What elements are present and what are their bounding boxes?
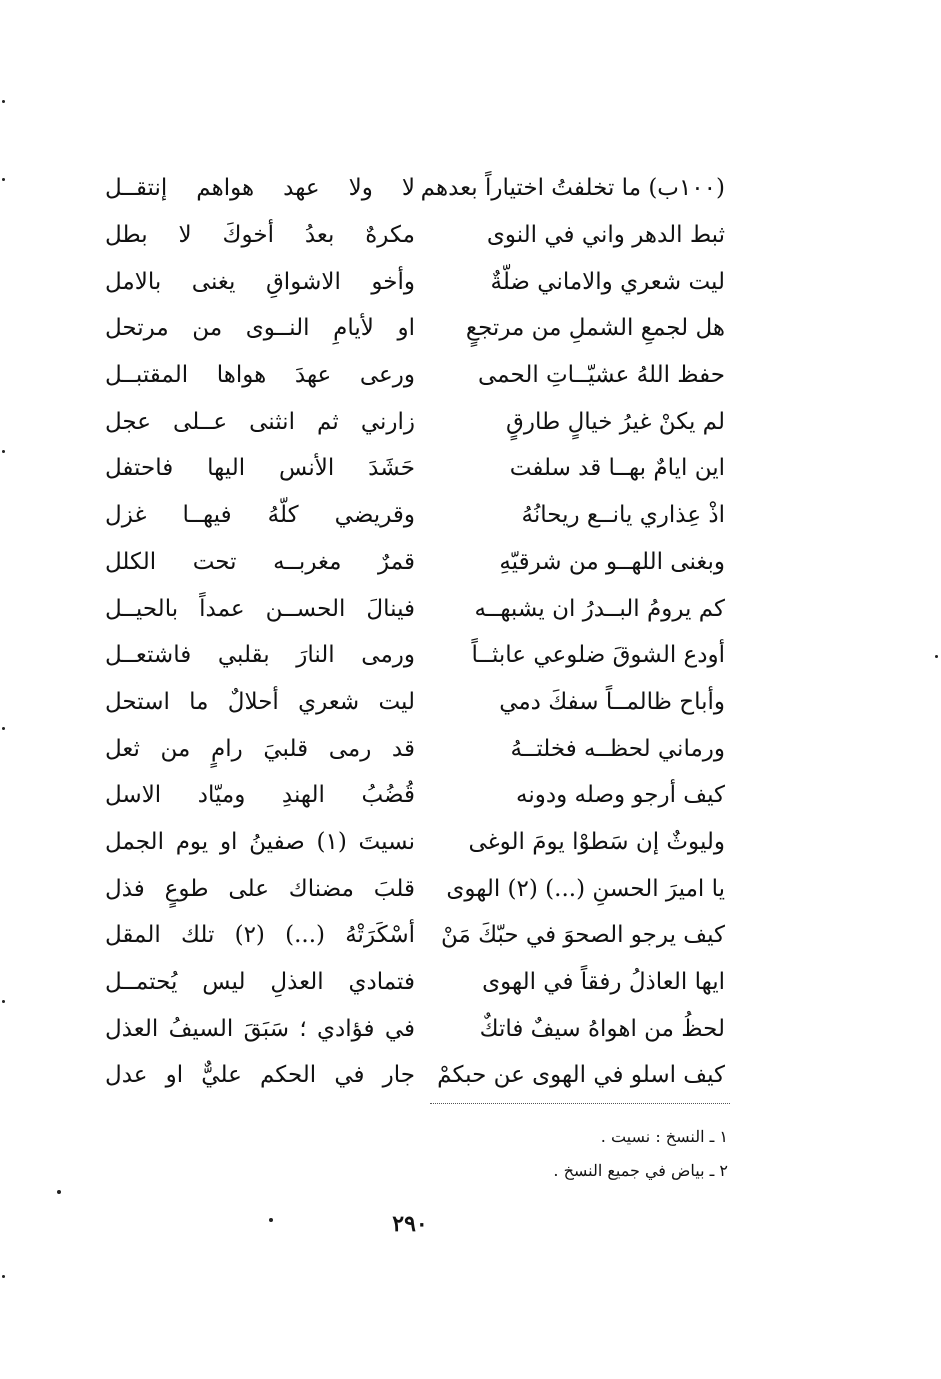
verse-row <box>95 352 735 399</box>
verse-second-hemistich: ورعى عهدَ هواها المقتبــل <box>105 362 415 389</box>
verse-first-hemistich: اذْ عِذاري يانــع ريحانُهُ <box>521 502 725 529</box>
verse-first-hemistich: ثبط الدهر واني في النوى <box>486 222 725 249</box>
verse-second-hemistich: في فؤادي ؛ سَبَقَ السيفُ العذل <box>105 1015 415 1042</box>
scan-speck <box>2 178 5 181</box>
footnotes <box>380 1120 728 1188</box>
verse-row <box>95 959 735 1006</box>
verse-row <box>95 212 735 259</box>
verse-first-hemistich: أودع الشوقَ ضلوعي عابثــاً <box>471 642 725 669</box>
verse-second-hemistich: زارني ثم انثنى عــلى عجل <box>105 408 415 435</box>
verse-second-hemistich: ليت شعري أحلالٌ ما استحل <box>105 688 415 715</box>
verse-row <box>95 865 735 912</box>
verse-first-hemistich: ليت شعري والاماني ضلّةٌ <box>490 268 725 295</box>
verse-first-hemistich: وليوثٌ إن سَطوْا يومَ الوغى <box>468 828 725 855</box>
verse-first-hemistich: يا اميرَ الحسنِ (...) (٢) الهوى <box>446 875 725 902</box>
poem-verses <box>95 165 735 1099</box>
verse-second-hemistich: جار في الحكم عليٌّ او عدل <box>105 1062 415 1089</box>
scan-speck <box>269 1218 273 1222</box>
verse-row <box>95 398 735 445</box>
verse-row <box>95 539 735 586</box>
verse-first-hemistich: هل لجمعِ الشملِ من مرتجعٍ <box>465 315 725 342</box>
verse-row <box>95 1005 735 1052</box>
verse-row <box>95 165 735 212</box>
verse-row <box>95 305 735 352</box>
verse-first-hemistich: ايها العاذلُ رفقاً في الهوى <box>482 969 725 996</box>
verse-first-hemistich: كيف أرجو وصله ودونه <box>516 782 725 809</box>
verse-second-hemistich: قد رمى قلبيَ رامٍ من ثعل <box>105 735 415 762</box>
scan-speck <box>2 1275 5 1278</box>
verse-first-hemistich: وبغنى اللهــو من شرقيّهِ <box>499 548 725 575</box>
verse-second-hemistich: فينالَ الحســن عمداً بالحيــل <box>105 595 415 622</box>
verse-row <box>95 1052 735 1099</box>
verse-second-hemistich: او لأيامِ النــوى من مرتحل <box>105 315 415 342</box>
verse-first-hemistich: اين ايامٌ بهــا قد سلفت <box>509 455 725 482</box>
verse-second-hemistich: قمرٌ مغربــه تحت الكلل <box>105 548 415 575</box>
verse-first-hemistich: كيف اسلو في الهوى عن حبكمْ <box>437 1062 725 1089</box>
verse-row <box>95 912 735 959</box>
scan-speck <box>2 100 5 103</box>
footnote-item: ٢ ـ بياض في جميع النسخ . <box>553 1161 728 1180</box>
verse-second-hemistich: قلبَ مضناك على طوعٍ فذل <box>105 875 415 902</box>
verse-second-hemistich: وقريضي كلّهُ فيهــا غزل <box>105 502 415 529</box>
scan-speck <box>2 1000 5 1003</box>
verse-row <box>95 819 735 866</box>
verse-row <box>95 445 735 492</box>
verse-row <box>95 632 735 679</box>
verse-second-hemistich: مكرهٌ بعدُ أخوكَ لا بطل <box>105 222 415 249</box>
scan-speck <box>2 727 5 730</box>
page-number: ٢٩٠ <box>392 1211 428 1237</box>
verse-second-hemistich: لا ولا عهد هواهم إنتقــل <box>105 175 415 202</box>
verse-second-hemistich: وأخو الاشواقِ يغنى بالامل <box>105 268 415 295</box>
verse-second-hemistich: أسْكَرَتْهُ (...) (٢) تلك المقل <box>105 922 415 949</box>
verse-second-hemistich: نسيتَ (١) صفينُ او يوم الجمل <box>105 828 415 855</box>
verse-first-hemistich: وأباح ظالمــاً سفكَ دمي <box>499 688 725 715</box>
verse-first-hemistich: لحظُ من اهواهُ سيفٌ فاتكٌ <box>479 1015 725 1042</box>
verse-first-hemistich: (١٠٠ب) ما تخلفتُ اختياراً بعدهم <box>420 175 725 202</box>
verse-second-hemistich: فتمادي العذلِ ليس يُحتمــل <box>105 969 415 996</box>
verse-row <box>95 772 735 819</box>
verse-first-hemistich: كيف يرجو الصحوَ في حبّكَ مَنْ <box>440 922 725 949</box>
verse-row <box>95 585 735 632</box>
verse-row <box>95 725 735 772</box>
verse-first-hemistich: لم يكنْ غيرُ خيالٍ طارقٍ <box>506 408 725 435</box>
footnote-item: ١ ـ النسخ : نسيت . <box>600 1127 728 1146</box>
verse-row <box>95 258 735 305</box>
verse-second-hemistich: حَشَدَ الأنس اليها فاحتفل <box>105 455 415 482</box>
verse-first-hemistich: ورماني لحظــه فخلتــهُ <box>510 735 725 762</box>
footnote-divider <box>430 1103 730 1104</box>
verse-row <box>95 492 735 539</box>
verse-first-hemistich: حفظ اللهُ عشيّــاتِ الحمى <box>478 362 725 389</box>
scan-speck <box>57 1190 61 1194</box>
scan-speck <box>935 655 938 658</box>
scan-speck <box>2 450 5 453</box>
verse-row <box>95 679 735 726</box>
verse-second-hemistich: قُضُبُ الهندِ وميّاد الاسل <box>105 782 415 809</box>
verse-second-hemistich: ورمى النارَ بقلبي فاشتعــل <box>105 642 415 669</box>
verse-first-hemistich: كم يرومُ البــدرُ ان يشبهــه <box>474 595 725 622</box>
